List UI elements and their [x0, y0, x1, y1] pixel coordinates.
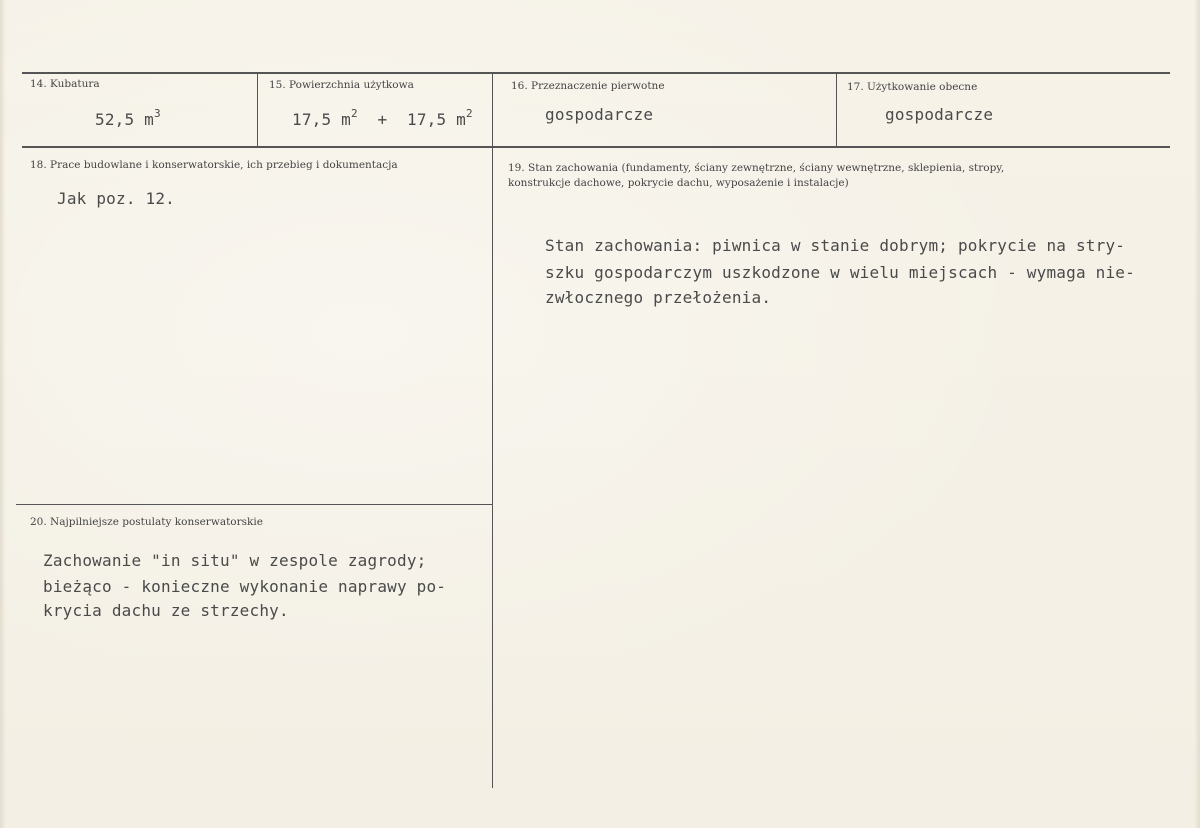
area-exponent-a: 2 [351, 107, 358, 120]
field-16-label: 16. Przeznaczenie pierwotne [511, 80, 665, 92]
volume-unit-exponent: 3 [154, 107, 161, 120]
field-17-value: gospodarcze [885, 105, 994, 124]
field-14-value [95, 101, 161, 133]
area-exponent-b: 2 [466, 107, 473, 120]
card-edge-right [1194, 0, 1200, 828]
field-19-line-1: Stan zachowania: piwnica w stanie dobrym; pokrycie na stry- [545, 236, 1126, 255]
field-20-label: 20. Najpilniejsze postulaty konserwatorskie [30, 516, 263, 528]
field-20-line-2: bieżąco - konieczne wykonanie naprawy po- [43, 577, 447, 596]
field-18-value: Jak poz. 12. [57, 189, 175, 208]
field-19-line-3: zwłocznego przełożenia. [545, 288, 772, 307]
area-value-a: 17,5 m [292, 110, 351, 129]
field-14-label: 14. Kubatura [30, 78, 100, 90]
field-15-label: 15. Powierzchnia użytkowa [269, 79, 414, 91]
field-19-label-line-1: 19. Stan zachowania (fundamenty, ściany zewnętrzne, ściany wewnętrzne, sklepienia, stropy, [508, 162, 1005, 174]
area-plus: + [377, 110, 388, 129]
field-15-value [292, 101, 473, 133]
field-16-value: gospodarcze [545, 105, 654, 124]
rule-row2-bottom [16, 504, 492, 505]
volume-value: 52,5 m [95, 110, 154, 129]
rule-col-a [257, 72, 258, 148]
field-18-label: 18. Prace budowlane i konserwatorskie, ich przebieg i dokumentacja [30, 159, 398, 171]
rule-row1-bottom [22, 146, 1170, 148]
field-17-label: 17. Użytkowanie obecne [847, 81, 978, 93]
card-edge-left [0, 0, 6, 828]
field-19-line-2: szku gospodarczym uszkodzone w wielu miejscach - wymaga nie- [545, 263, 1135, 282]
rule-col-c [836, 72, 837, 148]
rule-col-b [492, 72, 493, 788]
field-20-line-1: Zachowanie "in situ" w zespole zagrody; [43, 551, 427, 570]
field-20-line-3: krycia dachu ze strzechy. [43, 601, 289, 620]
area-value-b: 17,5 m [407, 110, 467, 129]
rule-top [22, 72, 1170, 74]
field-19-label-line-2: konstrukcje dachowe, pokrycie dachu, wyposażenie i instalacje) [508, 177, 849, 189]
